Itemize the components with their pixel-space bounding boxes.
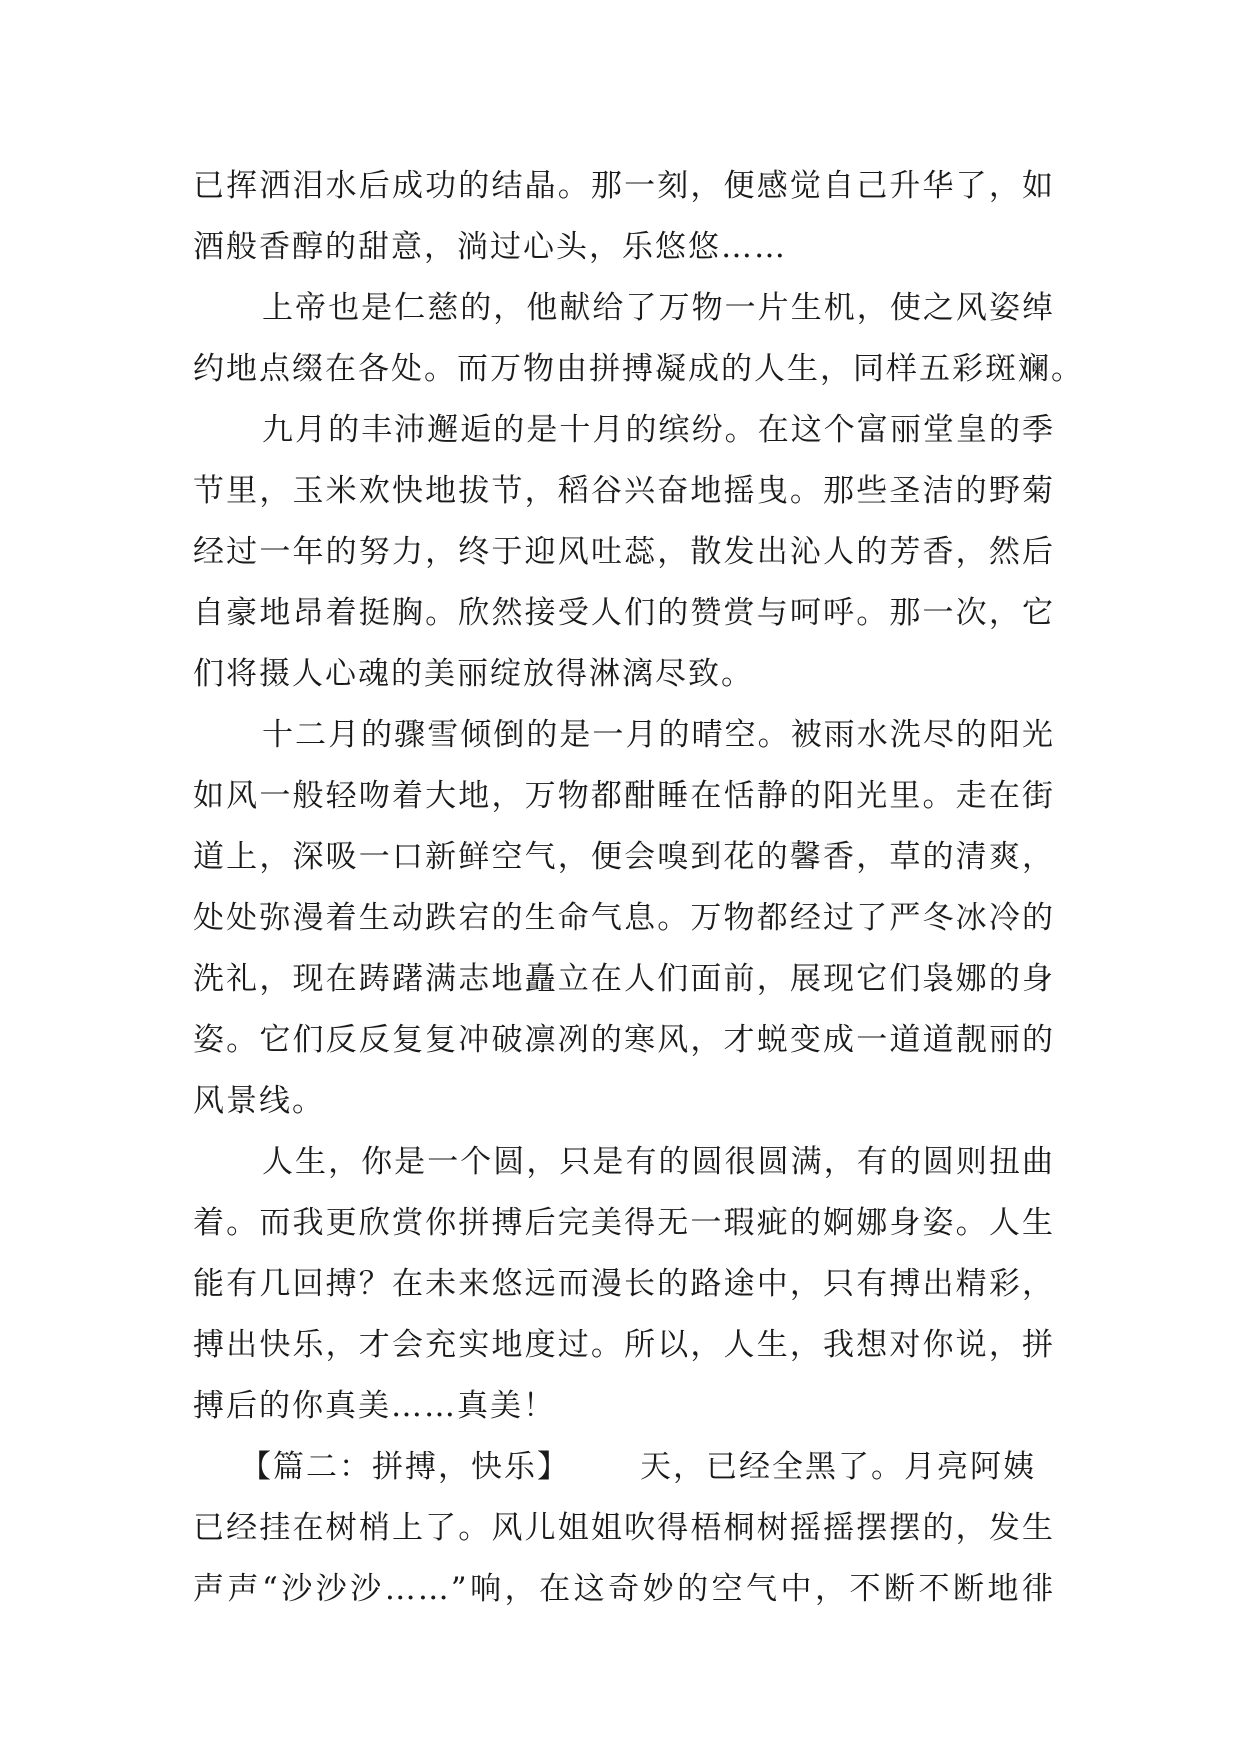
text-line: 搏出快乐，才会充实地度过。所以，人生，我想对你说，拼 — [193, 1327, 1055, 1363]
text-line: 洗礼，现在踌躇满志地矗立在人们面前，展现它们袅娜的身 — [193, 961, 1055, 997]
text-line: 搏后的你真美……真美！ — [193, 1388, 556, 1424]
text-line: 人生，你是一个圆，只是有的圆很圆满，有的圆则扭曲 — [262, 1144, 1055, 1180]
text-line: 自豪地昂着挺胸。欣然接受人们的赞赏与呵呼。那一次，它 — [193, 595, 1055, 631]
text-line: 声声“沙沙沙……”响，在这奇妙的空气中，不断不断地徘 — [193, 1571, 1055, 1607]
text-line: 已挥洒泪水后成功的结晶。那一刻，便感觉自己升华了，如 — [193, 168, 1055, 204]
section-heading: 【篇二：拼搏，快乐】 — [240, 1449, 570, 1485]
text-line: 经过一年的努力，终于迎风吐蕊，散发出沁人的芳香，然后 — [193, 534, 1055, 570]
text-line: 们将摄人心魂的美丽绽放得淋漓尽致。 — [193, 656, 754, 692]
document-body — [193, 156, 1084, 1620]
text-line: 十二月的骤雪倾倒的是一月的晴空。被雨水洗尽的阳光 — [262, 717, 1055, 753]
text-line: 能有几回搏？在未来悠远而漫长的路途中，只有搏出精彩， — [193, 1266, 1055, 1302]
text-line: 处处弥漫着生动跌宕的生命气息。万物都经过了严冬冰冷的 — [193, 900, 1055, 936]
text-line: 上帝也是仁慈的，他献给了万物一片生机，使之风姿绰 — [262, 290, 1055, 326]
text-line: 道上，深吸一口新鲜空气，便会嗅到花的馨香，草的清爽， — [193, 839, 1055, 875]
text-line: 约地点缀在各处。而万物由拼搏凝成的人生，同样五彩斑斓。 — [193, 351, 1084, 387]
text-line: 酒般香醇的甜意，淌过心头，乐悠悠…… — [193, 229, 787, 265]
text-line: 姿。它们反反复复冲破凛冽的寒风，才蜕变成一道道靓丽的 — [193, 1022, 1055, 1058]
text-line: 九月的丰沛邂逅的是十月的缤纷。在这个富丽堂皇的季 — [262, 412, 1055, 448]
section-heading-line — [193, 1437, 1055, 1498]
text-line: 节里，玉米欢快地拔节，稻谷兴奋地摇曳。那些圣洁的野菊 — [193, 473, 1055, 509]
text-line: 如风一般轻吻着大地，万物都酣睡在恬静的阳光里。走在街 — [193, 778, 1055, 814]
text-line: 着。而我更欣赏你拼搏后完美得无一瑕疵的婀娜身姿。人生 — [193, 1205, 1055, 1241]
text-line: 已经挂在树梢上了。风儿姐姐吹得梧桐树摇摇摆摆的，发生 — [193, 1510, 1055, 1546]
text-line: 风景线。 — [193, 1083, 325, 1119]
text-line-start: 天，已经全黑了。月亮阿姨 — [640, 1449, 1036, 1485]
